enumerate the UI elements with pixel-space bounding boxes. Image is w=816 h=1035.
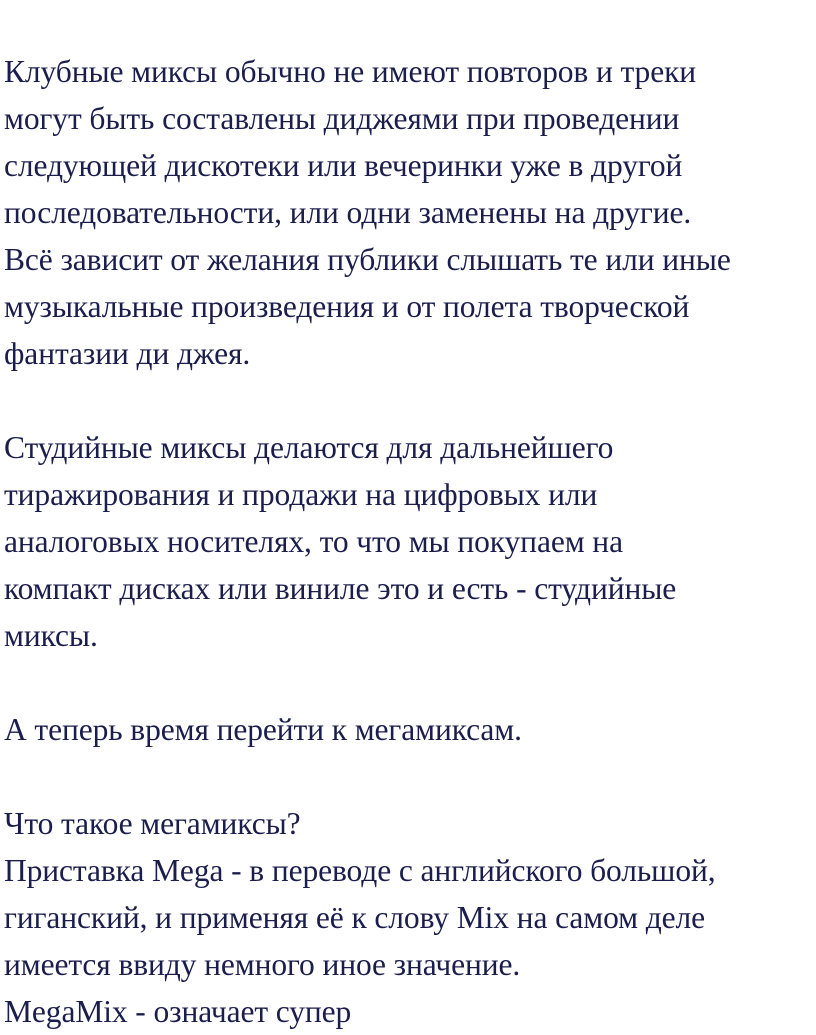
text-line: музыкальные произведения и от полета творческой bbox=[4, 289, 690, 324]
text-line: гиганский, и применяя её к слову Mix на самом деле bbox=[4, 900, 706, 935]
paragraph-studio-mixes bbox=[4, 424, 814, 659]
text-line: Приставка Mega - в переводе с английского большой, bbox=[4, 853, 716, 888]
paragraph-transition bbox=[4, 706, 814, 753]
text-line: миксы. bbox=[4, 618, 98, 653]
paragraph-spacer bbox=[4, 753, 814, 800]
text-line: аналоговых носителях, то что мы покупаем на bbox=[4, 524, 623, 559]
document-body bbox=[4, 48, 814, 1035]
text-line: следующей дискотеки или вечеринки уже в другой bbox=[4, 148, 683, 183]
text-line: компакт дисках или виниле это и есть - студийные bbox=[4, 571, 677, 606]
paragraph-spacer bbox=[4, 377, 814, 424]
paragraph-spacer bbox=[4, 659, 814, 706]
text-line: Всё зависит от желания публики слышать те или иные bbox=[4, 242, 731, 277]
text-line: Что такое мегамиксы? bbox=[4, 806, 301, 841]
text-line: последовательности, или одни заменены на другие. bbox=[4, 195, 692, 230]
text-line: Студийные миксы делаются для дальнейшего bbox=[4, 430, 614, 465]
text-line: имеется ввиду немного иное значение. bbox=[4, 947, 521, 982]
paragraph-megamix-definition bbox=[4, 800, 814, 1035]
text-line: А теперь время перейти к мегамиксам. bbox=[4, 712, 522, 747]
text-line: фантазии ди джея. bbox=[4, 336, 251, 371]
text-line: могут быть составлены диджеями при проведении bbox=[4, 101, 680, 136]
text-line: MegaMix - означает супер bbox=[4, 994, 352, 1029]
text-line: тиражирования и продажи на цифровых или bbox=[4, 477, 598, 512]
text-line: Клубные миксы обычно не имеют повторов и треки bbox=[4, 54, 697, 89]
paragraph-club-mixes bbox=[4, 48, 814, 377]
